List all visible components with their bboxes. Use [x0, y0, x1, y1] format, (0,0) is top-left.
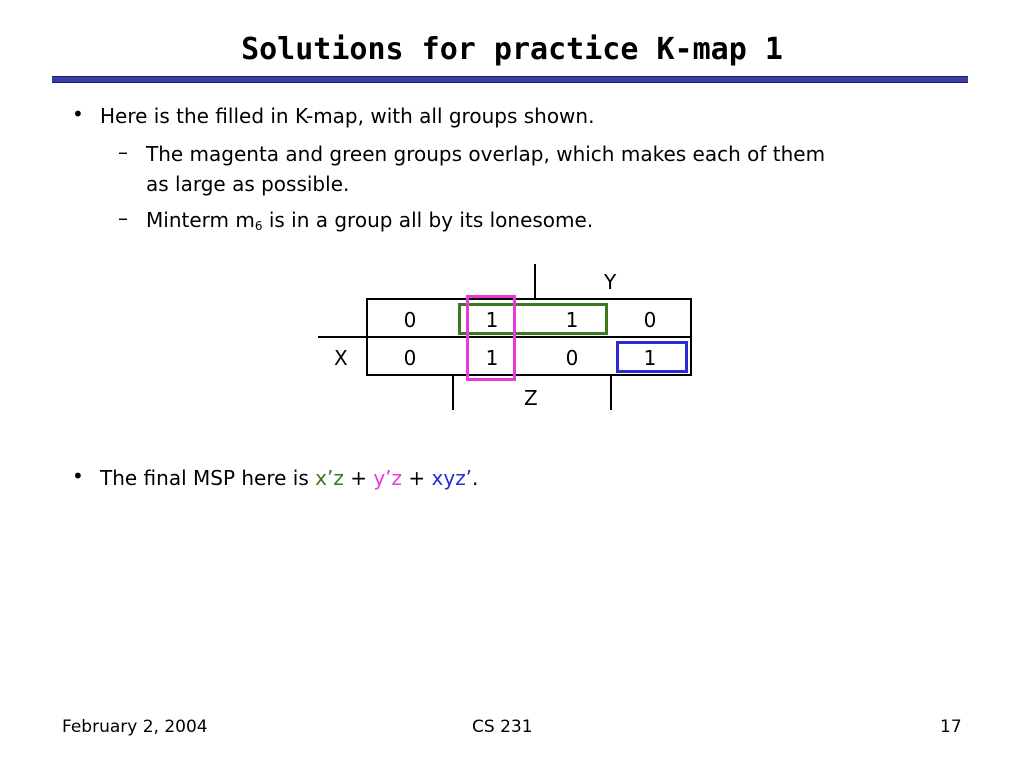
- kmap-cell-m6: 1: [643, 346, 657, 370]
- bullet-marker: •: [72, 102, 84, 126]
- kmap-right-border: [690, 298, 692, 376]
- group-magenta: [466, 295, 516, 381]
- group-blue: [616, 341, 688, 373]
- msp-term-1: x’z: [315, 466, 344, 490]
- msp-period: .: [472, 466, 479, 490]
- msp-prefix: The final MSP here is: [100, 466, 316, 490]
- kmap-left-border: [366, 298, 368, 376]
- kmap-cell-m3: 1: [565, 308, 579, 332]
- z-bracket-left: [452, 376, 454, 410]
- msp-plus-2: +: [402, 466, 432, 490]
- bullet-marker: •: [72, 464, 84, 488]
- kmap-cell-m2: 0: [643, 308, 657, 332]
- slide-title: Solutions for practice K-map 1: [241, 32, 783, 67]
- kmap-top-border: [366, 298, 692, 300]
- minterm-subscript: 6: [254, 219, 263, 233]
- title-divider: [52, 76, 968, 83]
- sub-bullet-1-line-1: The magenta and green groups overlap, which makes each of them: [146, 142, 826, 166]
- msp-plus-1: +: [343, 466, 374, 490]
- kmap-cell-m4: 0: [403, 346, 417, 370]
- sub-bullet-2-text: [146, 208, 593, 232]
- sub-bullet-marker: –: [118, 206, 128, 230]
- kmap-cell-m5: 1: [485, 346, 499, 370]
- sub-bullet-1-line-2: as large as possible.: [146, 172, 350, 196]
- bullet-1-text: Here is the filled in K-map, with all groups shown.: [100, 104, 595, 128]
- kmap-label-x: X: [334, 346, 348, 370]
- msp-term-3: xyz’: [431, 466, 473, 490]
- bullet-2-text: [100, 466, 478, 490]
- footer-date: February 2, 2004: [62, 717, 208, 737]
- kmap-cell-m7: 0: [565, 346, 579, 370]
- minterm-prefix: Minterm m: [146, 208, 255, 232]
- kmap-cell-m0: 0: [403, 308, 417, 332]
- footer-course: CS 231: [472, 717, 533, 737]
- kmap-label-z: Z: [524, 386, 538, 410]
- sub-bullet-marker: –: [118, 140, 128, 164]
- msp-term-2: y’z: [373, 466, 403, 490]
- kmap-cell-m1: 1: [485, 308, 499, 332]
- z-bracket-right: [610, 376, 612, 410]
- minterm-suffix: is in a group all by its lonesome.: [262, 208, 594, 232]
- kmap-label-y: Y: [604, 270, 617, 294]
- footer-page-number: 17: [940, 717, 962, 737]
- y-bracket-line: [534, 264, 536, 298]
